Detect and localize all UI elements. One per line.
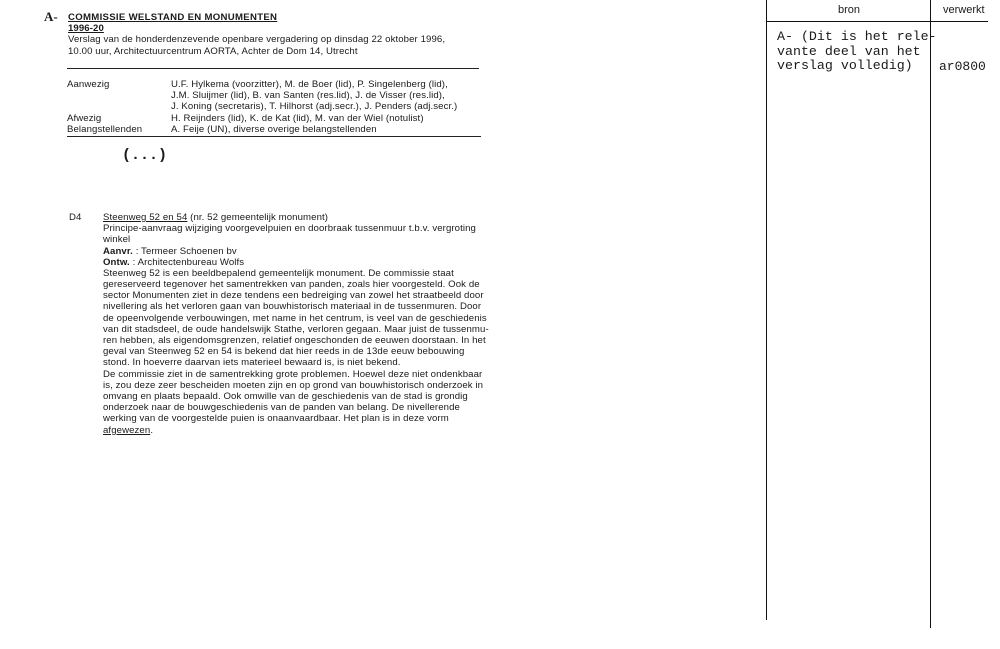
body-line: onderzoek naar de bouwgeschiedenis van de panden van belang. De nivellerende xyxy=(103,402,460,413)
present-line: J.M. Sluijmer (lid), B. van Santen (res.lid), J. de Visser (res.lid), xyxy=(171,90,445,101)
column-header-rule xyxy=(766,21,988,22)
source-note xyxy=(777,30,937,74)
designer-value: : Architectenbureau Wolfs xyxy=(132,257,245,268)
item-code: D4 xyxy=(69,212,82,223)
present-line: U.F. Hylkema (voorzitter), M. de Boer (lid), P. Singelenberg (lid), xyxy=(171,79,448,90)
absent-line: H. Reijnders (lid), K. de Kat (lid), M. van der Wiel (notulist) xyxy=(171,113,424,124)
verwerkt-code: ar0800 xyxy=(939,59,986,74)
body-line: gereserveerd tegenover het samentrekken van panden, zoals hier voorgesteld. Ook de xyxy=(103,279,480,290)
verwerkt-header: verwerkt xyxy=(943,4,985,16)
margin-mark: A- xyxy=(44,9,58,24)
body-line: werking van de voorgestelde puien is onaanvaardbaar. Het plan is in deze vorm xyxy=(103,413,449,424)
committee-title: COMMISSIE WELSTAND EN MONUMENTEN xyxy=(68,12,278,23)
body-line: omvang en plaats bepaald. Ook omwille van de geschiedenis van de stad is grondig xyxy=(103,391,468,402)
body-line: de opeenvolgende verbouwingen, met name in het centrum, is veel van de geschiedenis xyxy=(103,313,487,324)
body-line: nivellering als het verloren gaan van bouwhistorisch materiaal in de tussenmuren. Door xyxy=(103,301,482,312)
decision-word: afgewezen xyxy=(103,425,151,436)
body-line: geval van Steenweg 52 en 54 is bekend dat hier reeds in de 13de eeuw bebouwing xyxy=(103,346,465,357)
absent-label: Afwezig xyxy=(67,113,102,124)
designer-label: Ontw. xyxy=(103,257,130,268)
stakeholders-line: A. Feije (UN), diverse overige belangstellenden xyxy=(171,124,377,135)
source-note-line: vante deel van het xyxy=(777,43,921,59)
item-heading xyxy=(103,212,328,223)
omission-mark: (...) xyxy=(122,147,168,164)
agenda-item xyxy=(0,0,520,460)
item-address: Steenweg 52 en 54 xyxy=(103,212,188,223)
column-divider xyxy=(930,0,931,628)
applicant-value: : Termeer Schoenen bv xyxy=(135,246,237,257)
body-line: De commissie ziet in de samentrekking grote problemen. Hoewel deze niet ondenkbaar xyxy=(103,369,483,380)
applicant-label: Aanvr. xyxy=(103,246,133,257)
body-line: ren hebben, als eigendomsgrenzen, relatief ongeschonden de eeuwen doorstaan. In het xyxy=(103,335,486,346)
request-line: winkel xyxy=(103,234,131,245)
bron-header: bron xyxy=(838,4,861,16)
present-label: Aanwezig xyxy=(67,79,110,90)
decision-line xyxy=(103,425,153,436)
body-line: van dit stadsdeel, de oude handelswijk Stathe, verloren gegaan. Maar juist de tussenmu- xyxy=(103,324,489,335)
body-line: is, zou deze zeer bescheiden moeten zijn en op grond van bouwhistorisch onderzoek in xyxy=(103,380,484,391)
stakeholders-label: Belangstellenden xyxy=(67,124,143,135)
body-line: stond. In hoeverre daarvan iets materieel bewaard is, is niet bekend. xyxy=(103,357,401,368)
left-column-border xyxy=(766,0,767,620)
designer-line xyxy=(103,257,244,268)
meeting-description-line-1: Verslag van de honderdenzevende openbare vergadering op dinsdag 22 oktober 1996, xyxy=(68,34,446,46)
present-line: J. Koning (secretaris), T. Hilhorst (adj.secr.), J. Penders (adj.secr.) xyxy=(171,101,458,112)
body-line: sector Monumenten ziet in deze tendens een bedreiging van zowel het straatbeeld door xyxy=(103,290,484,301)
source-note-line: verslag volledig) xyxy=(777,58,913,73)
body-line: Steenweg 52 is een beeldbepalend gemeentelijk monument. De commissie staat xyxy=(103,268,454,279)
item-heading-note: (nr. 52 gemeentelijk monument) xyxy=(187,212,329,223)
applicant-line xyxy=(103,246,237,257)
meeting-number: 1996-20 xyxy=(68,23,104,35)
source-note-line: A- (Dit is het rele- xyxy=(777,29,937,44)
meeting-description-line-2: 10.00 uur, Architectuurcentrum AORTA, Achter de Dom 14, Utrecht xyxy=(68,45,358,57)
request-line: Principe-aanvraag wijziging voorgevelpuien en doorbraak tussenmuur t.b.v. vergroting xyxy=(103,223,476,234)
decision-punctuation: . xyxy=(150,425,154,436)
